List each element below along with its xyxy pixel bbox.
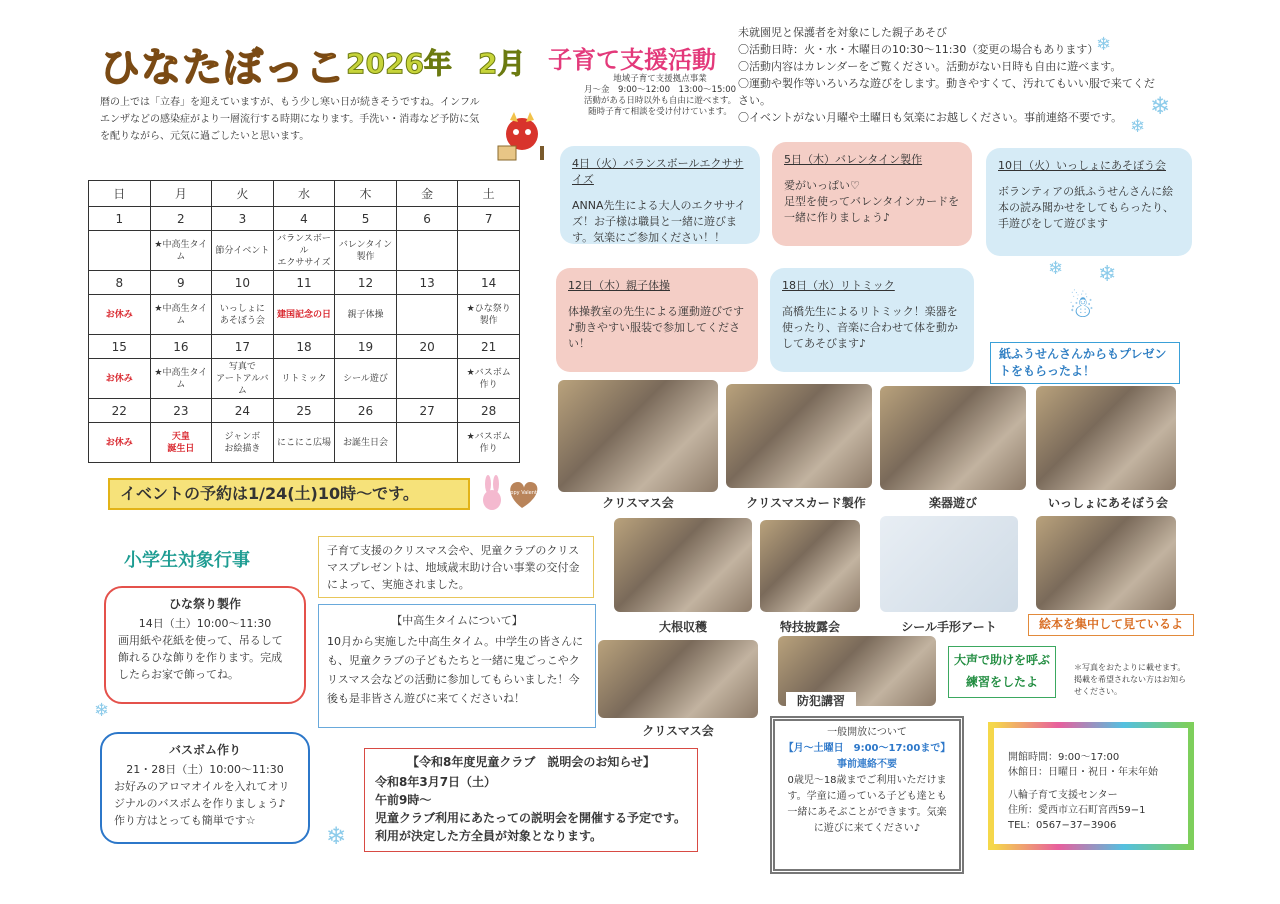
snowflake-icon: ❄ [1150, 92, 1171, 120]
calendar-date: 12 [335, 271, 397, 295]
activity-title: 子育て支援活動 [548, 46, 716, 74]
calendar-date: 14 [458, 271, 520, 295]
calendar-event: お誕生日会 [335, 423, 397, 463]
calendar-event: にこにこ広場 [273, 423, 335, 463]
weekday-header: 月 [150, 181, 212, 207]
open-noreg: 事前連絡不要 [837, 759, 897, 770]
newsletter-brand: ひなたぼっこ [100, 45, 346, 91]
calendar-date: 20 [396, 335, 458, 359]
center-address: 住所：愛西市立石町宮西59−1 [1008, 805, 1146, 816]
calendar-date: 17 [212, 335, 274, 359]
event-card [770, 268, 974, 372]
event-card-body: 高橋先生によるリトミック！楽器を使ったり、音楽に合わせて体を動かしてあそびます♪ [782, 305, 958, 350]
calendar-event-row [89, 231, 520, 271]
newsletter-year: 2026年 [346, 47, 452, 80]
photo-talent-show [760, 520, 860, 612]
hina-craft-box [104, 586, 306, 704]
calendar-event: ★ひな祭り 製作 [458, 295, 520, 335]
snowflake-icon: ❄ [1130, 116, 1146, 137]
event-card-body: ボランティアの紙ふうせんさんに絵本の読み聞かせをしてもらったり、手遊びをして遊びます [998, 185, 1174, 230]
calendar-date: 25 [273, 399, 335, 423]
hina-time: 14日（土）10:00〜11:30 [138, 617, 272, 630]
teen-time-box [318, 604, 596, 728]
photo-picture-book [1036, 516, 1176, 610]
bathbomb-box [100, 732, 310, 844]
calendar-event: 写真で アートアルバム [212, 359, 274, 399]
elementary-title: 小学生対象行事 [124, 550, 250, 571]
open-hours: 【月〜土曜日 9:00〜17:00まで】 [783, 743, 951, 754]
calendar-date: 22 [89, 399, 151, 423]
center-name: 八輪子育て支援センター [1008, 790, 1118, 801]
snowflake-icon: ❄ [1098, 262, 1117, 287]
center-closed: 休館日：日曜日・祝日・年末年始 [1008, 767, 1158, 778]
calendar-event: いっしょに あそぼう会 [212, 295, 274, 335]
calendar-event-row [89, 359, 520, 399]
calendar-date: 26 [335, 399, 397, 423]
photo-consent-note: ＊写真をおたよりに載せます。掲載を希望されない方はお知らせください。 [1074, 663, 1186, 696]
bathbomb-time: 21・28日（土）10:00〜11:30 [126, 763, 284, 776]
calendar-date: 28 [458, 399, 520, 423]
calendar-event: シール遊び [335, 359, 397, 399]
event-card [560, 146, 760, 244]
calendar-event: お休み [89, 295, 151, 335]
event-card [556, 268, 758, 372]
bathbomb-title: バスボム作り [168, 743, 241, 757]
calendar-date: 19 [335, 335, 397, 359]
calendar-event: ★バスボム 作り [458, 359, 520, 399]
calendar-date: 15 [89, 335, 151, 359]
general-open-box [770, 716, 964, 874]
bathbomb-body: お好みのアロマオイルを入れてオリジナルのバスボムを作りましょう♪作り方はとっても簡単です☆ [114, 780, 290, 827]
calendar-header-row [89, 181, 520, 207]
photo-christmas-party [558, 380, 718, 492]
calendar-event-row [89, 295, 520, 335]
teen-time-title: 【中高生タイムについて】 [391, 614, 523, 627]
oni-mask-icon [492, 110, 548, 166]
snowflake-icon: ❄ [1048, 258, 1064, 279]
calendar-event [89, 231, 151, 271]
event-card-body: ANNA先生による大人のエクササイズ！お子様は職員と一緒に遊びます。気楽にご参加ください！！ [572, 199, 746, 244]
calendar-date: 18 [273, 335, 335, 359]
calendar-event: バランスボール エクササイズ [273, 231, 335, 271]
picture-book-caption: 絵本を集中して見ているよ [1028, 614, 1194, 636]
calendar-date-row [89, 271, 520, 295]
center-tel: TEL：0567−37−3906 [1008, 820, 1117, 831]
calendar-event: お休み [89, 359, 151, 399]
bunny-label: Happy Valentine [503, 490, 545, 496]
calendar-date-row [89, 335, 520, 359]
calendar-date: 11 [273, 271, 335, 295]
calendar-event: 天皇 誕生日 [150, 423, 212, 463]
calendar-event: お休み [89, 423, 151, 463]
open-title: 一般開放について [827, 727, 907, 738]
event-card-title: 4日（火）バランスボールエクササイズ [572, 157, 744, 186]
calendar-event: 建国記念の日 [273, 295, 335, 335]
calendar-date: 1 [89, 207, 151, 231]
calendar-event: バレンタイン 製作 [335, 231, 397, 271]
calendar-date: 8 [89, 271, 151, 295]
photo-caption: 防犯講習 [786, 692, 856, 709]
weekday-header: 水 [273, 181, 335, 207]
photo-handprint-art [880, 516, 1018, 612]
calendar-date: 9 [150, 271, 212, 295]
calendar-date: 4 [273, 207, 335, 231]
calendar-date: 3 [212, 207, 274, 231]
weekday-header: 日 [89, 181, 151, 207]
hina-title: ひな祭り製作 [168, 597, 241, 611]
event-card-body: 愛がいっぱい♡ 足型を使ってバレンタインカードを一緒に作りましょう♪ [784, 179, 960, 224]
photo-christmas-party-2 [598, 640, 758, 718]
calendar-event: ★中高生タイム [150, 295, 212, 335]
event-card-title: 12日（木）親子体操 [568, 279, 670, 292]
calendar-event-row [89, 423, 520, 463]
calendar-event: ジャンボ お絵描き [212, 423, 274, 463]
calendar-event [396, 231, 458, 271]
hub-info: 地域子育て支援拠点事業 月〜金 9:00〜12:00 13:00〜15:00 活動がある日時以外も自由に遊べます。 随時子育て相談を受け付けています。 [583, 74, 737, 117]
calendar-date: 23 [150, 399, 212, 423]
calendar-event [458, 231, 520, 271]
event-card-title: 5日（木）バレンタイン製作 [784, 153, 923, 166]
calendar-event: ★バスボム 作り [458, 423, 520, 463]
event-calendar [88, 180, 520, 463]
christmas-funding-note: 子育て支援のクリスマス会や、児童クラブのクリスマスプレゼントは、地域歳末助け合い事業の交付金によって、実施されました。 [318, 536, 594, 598]
snowflake-icon: ❄ [326, 822, 347, 850]
center-hours: 開館時間：9:00〜17:00 [1008, 752, 1120, 763]
calendar-date: 5 [335, 207, 397, 231]
calendar-date: 13 [396, 271, 458, 295]
event-card [772, 142, 972, 246]
newsletter-month: 2月 [478, 47, 526, 80]
calendar-date: 24 [212, 399, 274, 423]
calendar-date: 6 [396, 207, 458, 231]
weekday-header: 木 [335, 181, 397, 207]
calendar-event: ★中高生タイム [150, 231, 212, 271]
weekday-header: 火 [212, 181, 274, 207]
calendar-event [396, 423, 458, 463]
gift-note: 紙ふうせんさんからもプレゼントをもらったよ！ [990, 342, 1180, 384]
calendar-date-row [89, 399, 520, 423]
photo-caption: 大根収穫 [658, 620, 707, 634]
center-info-box [988, 722, 1194, 850]
calendar-event [396, 359, 458, 399]
calendar-date: 2 [150, 207, 212, 231]
calendar-date: 27 [396, 399, 458, 423]
calendar-date: 16 [150, 335, 212, 359]
loud-help-note: 大声で助けを呼ぶ練習をしたよ [948, 646, 1056, 698]
parent-play-notes: 未就園児と保護者を対象にした親子あそび 〇活動日時：火・水・木曜日の10:30〜11:30（変更の場合もあります） 〇活動内容はカレンダーをご覧ください。活動がない日時も自由に遊べます。 〇運動や製作等いろいろな遊びをします。動きやすくて、汚れてもいい服で来てください。 〇イベントがない月曜や土曜日も気楽にお越しください。事前連絡不要です。 [738, 26, 1155, 124]
photo-caption: 楽器遊び [928, 496, 977, 510]
snowflake-icon: ❄ [94, 700, 110, 721]
open-body: 0歳児〜18歳までご利用いただけます。学童に通っている子ども達とも一緒にあそぶことができます。気楽に遊びに来てください♪ [787, 775, 947, 834]
calendar-event: ★中高生タイム [150, 359, 212, 399]
event-card-body: 体操教室の先生による運動遊びです♪動きやすい服装で参加してください！ [568, 305, 744, 350]
intro-text: 暦の上では「立春」を迎えていますが、もう少し寒い日が続きそうですね。インフルエンザなどの感染症がより一層流行する時期になります。手洗い・消毒など予防に気を配りながら、元気に過ごしたいと思います。 [100, 97, 480, 142]
photo-radish [614, 518, 752, 612]
photo-caption: クリスマスカード製作 [746, 496, 866, 510]
calendar-event: リトミック [273, 359, 335, 399]
photo-caption: シール手形アート [901, 620, 997, 634]
photo-christmas-card [726, 384, 872, 488]
snowman-icon: ☃ [1068, 290, 1095, 325]
calendar-date: 21 [458, 335, 520, 359]
calendar-event [396, 295, 458, 335]
hina-body: 画用紙や花紙を使って、吊るして飾れるひな飾りを作ります。完成したらお家で飾ってね。 [118, 634, 283, 681]
calendar-date-row [89, 207, 520, 231]
event-card-title: 10日（火）いっしょにあそぼう会 [998, 159, 1166, 172]
photo-play-meeting [1036, 386, 1176, 490]
snowflake-icon: ❄ [1096, 34, 1112, 55]
club-briefing-title: 【令和8年度児童クラブ 説明会のお知らせ】 [407, 755, 655, 769]
calendar-event: 節分イベント [212, 231, 274, 271]
photo-caption: クリスマス会 [602, 496, 674, 510]
photo-instruments [880, 386, 1026, 490]
event-card-title: 18日（水）リトミック [782, 279, 895, 292]
calendar-date: 7 [458, 207, 520, 231]
calendar-event: 親子体操 [335, 295, 397, 335]
calendar-date: 10 [212, 271, 274, 295]
booking-banner: イベントの予約は1/24(土)10時〜です。 [108, 478, 470, 510]
photo-caption: クリスマス会 [642, 724, 714, 738]
teen-time-body: 10月から実施した中高生タイム。中学生の皆さんにも、児童クラブの子どもたちと一緒に鬼ごっこやクリスマス会などの活動に参加してもらいました！今後も是非皆さん遊びに来てくださいね！ [327, 635, 584, 705]
club-briefing-box: 【令和8年度児童クラブ 説明会のお知らせ】 令和8年3月7日（土） 午前9時〜 児童クラブ利用にあたっての説明会を開催する予定です。利用が決定した方全員が対象となります。 [364, 748, 698, 852]
photo-caption: いっしょにあそぼう会 [1047, 496, 1168, 510]
photo-caption: 特技披露会 [779, 620, 840, 634]
valentine-bunny-icon [478, 474, 546, 514]
weekday-header: 金 [396, 181, 458, 207]
weekday-header: 土 [458, 181, 520, 207]
event-card [986, 148, 1192, 256]
